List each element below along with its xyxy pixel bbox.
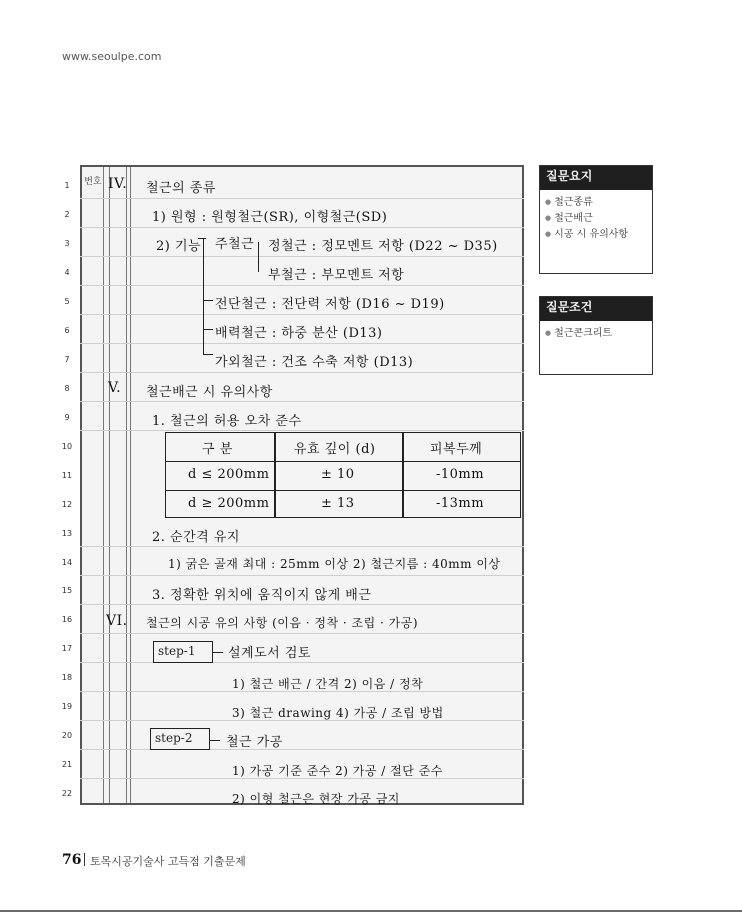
sheet-divider: [109, 167, 110, 803]
table-cell: d ≥ 200mm: [188, 496, 270, 511]
row-number: 9: [64, 413, 70, 422]
row-number: 21: [61, 760, 73, 769]
sheet-divider: [103, 167, 104, 803]
row-rule: [80, 430, 524, 431]
question-points-title: 질문요지: [540, 166, 652, 190]
question-conditions-box: [539, 296, 653, 375]
row-rule: [80, 314, 524, 315]
row-number: 12: [61, 500, 73, 509]
row-number: 13: [61, 529, 73, 538]
answer-line: 철근 가공: [226, 735, 283, 750]
brace-line: [198, 238, 206, 239]
answer-line: 철근배근 시 유의사항: [146, 385, 273, 400]
row-number: 8: [64, 384, 70, 393]
sheet-divider: [130, 167, 131, 803]
row-rule: [80, 256, 524, 257]
brace-line: [258, 242, 259, 272]
row-number: 10: [61, 442, 73, 451]
row-number: 3: [64, 239, 70, 248]
row-number: 7: [64, 355, 70, 364]
row-rule: [80, 372, 524, 373]
bottom-rule: [0, 910, 742, 912]
brace-line: [210, 740, 220, 741]
answer-line: 주철근: [215, 237, 255, 252]
question-points-list: [540, 190, 652, 242]
bullet-icon: ●: [545, 198, 552, 206]
sheet-divider: [126, 167, 127, 803]
page-number: 76: [62, 852, 82, 868]
brace-line: [203, 329, 213, 330]
table-rule: [274, 433, 276, 517]
row-rule: [80, 401, 524, 402]
answer-line: 1) 굵은 골재 최대 : 25mm 이상 2) 철근지름 : 40mm 이상: [168, 557, 501, 571]
list-item-label: 철근종류: [554, 197, 593, 208]
list-item-label: 철근콘크리트: [554, 328, 613, 339]
answer-line: 철근의 시공 유의 사항 (이음 · 정착 · 조립 · 가공): [146, 616, 419, 630]
answer-line: 전단철근 : 전단력 저항 (D16 ~ D19): [215, 297, 445, 312]
row-number: 1: [64, 181, 70, 190]
row-rule: [80, 575, 524, 576]
answer-line: 1) 원형 : 원형철근(SR), 이형철근(SD): [152, 210, 388, 225]
table-cell: ± 13: [321, 496, 355, 511]
answer-line: 부철근 : 부모멘트 저항: [268, 268, 405, 283]
bullet-icon: ●: [545, 214, 552, 222]
answer-line: 정철근 : 정모멘트 저항 (D22 ~ D35): [268, 239, 498, 254]
question-conditions-title: 질문조건: [540, 297, 652, 321]
step-box: step-1: [153, 641, 213, 663]
brace-line: [203, 354, 213, 355]
step-box: step-2: [150, 728, 210, 750]
section-number-v: V.: [108, 380, 122, 396]
answer-line: 2) 기능: [156, 239, 202, 254]
row-number: 2: [64, 210, 70, 219]
row-number: 4: [64, 268, 70, 277]
row-rule: [80, 227, 524, 228]
row-number: 17: [61, 644, 73, 653]
row-number: 22: [61, 789, 73, 798]
list-item: [540, 325, 652, 341]
table-header: 유효 깊이 (d): [294, 442, 376, 457]
brace-line: [203, 238, 204, 354]
answer-line: 설계도서 검토: [228, 646, 311, 661]
row-rule: [80, 546, 524, 547]
book-title: 토목시공기술사 고득점 기출문제: [90, 855, 246, 868]
answer-line: 배력철근 : 하중 분산 (D13): [215, 326, 383, 341]
table-cell: -10mm: [436, 467, 485, 482]
bullet-icon: ●: [545, 230, 552, 238]
brace-line: [213, 652, 223, 653]
row-rule: [80, 662, 524, 663]
table-rule: [166, 490, 520, 491]
row-number: 5: [64, 297, 70, 306]
column-header-number: 번호: [84, 177, 102, 187]
question-points-box: [539, 165, 653, 274]
table-header: 피복두께: [430, 442, 483, 457]
answer-line: 1) 가공 기준 준수 2) 가공 / 절단 준수: [232, 764, 443, 778]
row-number: 20: [61, 731, 73, 740]
list-item: [540, 194, 652, 210]
table-cell: ± 10: [321, 467, 355, 482]
table-rule: [402, 433, 404, 517]
row-rule: [80, 604, 524, 605]
row-rule: [80, 198, 524, 199]
footer-divider: [84, 853, 85, 866]
answer-line: 철근의 종류: [146, 181, 216, 196]
answer-line: 3) 철근 drawing 4) 가공 / 조립 방법: [232, 706, 444, 720]
answer-line: 가외철근 : 건조 수축 저항 (D13): [215, 355, 414, 370]
list-item-label: 철근배근: [554, 213, 593, 224]
row-rule: [80, 633, 524, 634]
table-header: 구 분: [202, 442, 233, 457]
row-rule: [80, 343, 524, 344]
answer-line: 1. 철근의 허용 오차 준수: [152, 414, 302, 429]
answer-line: 2. 순간격 유지: [152, 530, 240, 545]
answer-line: 2) 이형 철근은 현장 가공 금지: [232, 792, 400, 806]
list-item: [540, 226, 652, 242]
tolerance-table: [165, 432, 521, 518]
row-number: 14: [61, 558, 73, 567]
site-url[interactable]: www.seoulpe.com: [62, 50, 162, 63]
question-conditions-list: [540, 321, 652, 341]
table-cell: d ≤ 200mm: [188, 467, 270, 482]
row-rule: [80, 749, 524, 750]
section-number-iv: IV.: [108, 176, 128, 192]
list-item-label: 시공 시 유의사항: [554, 229, 629, 240]
row-number: 16: [61, 615, 73, 624]
row-number: 19: [61, 702, 73, 711]
answer-line: 1) 철근 배근 / 간격 2) 이음 / 정착: [232, 677, 424, 691]
row-number: 15: [61, 586, 73, 595]
bullet-icon: ●: [545, 329, 552, 337]
row-number: 6: [64, 326, 70, 335]
row-number: 11: [61, 471, 73, 480]
list-item: [540, 210, 652, 226]
brace-line: [203, 300, 213, 301]
section-number-vi: VI.: [106, 613, 128, 629]
row-number: 18: [61, 673, 73, 682]
row-rule: [80, 285, 524, 286]
table-rule: [166, 461, 520, 462]
answer-line: 3. 정확한 위치에 움직이지 않게 배근: [152, 588, 372, 603]
table-cell: -13mm: [436, 496, 485, 511]
